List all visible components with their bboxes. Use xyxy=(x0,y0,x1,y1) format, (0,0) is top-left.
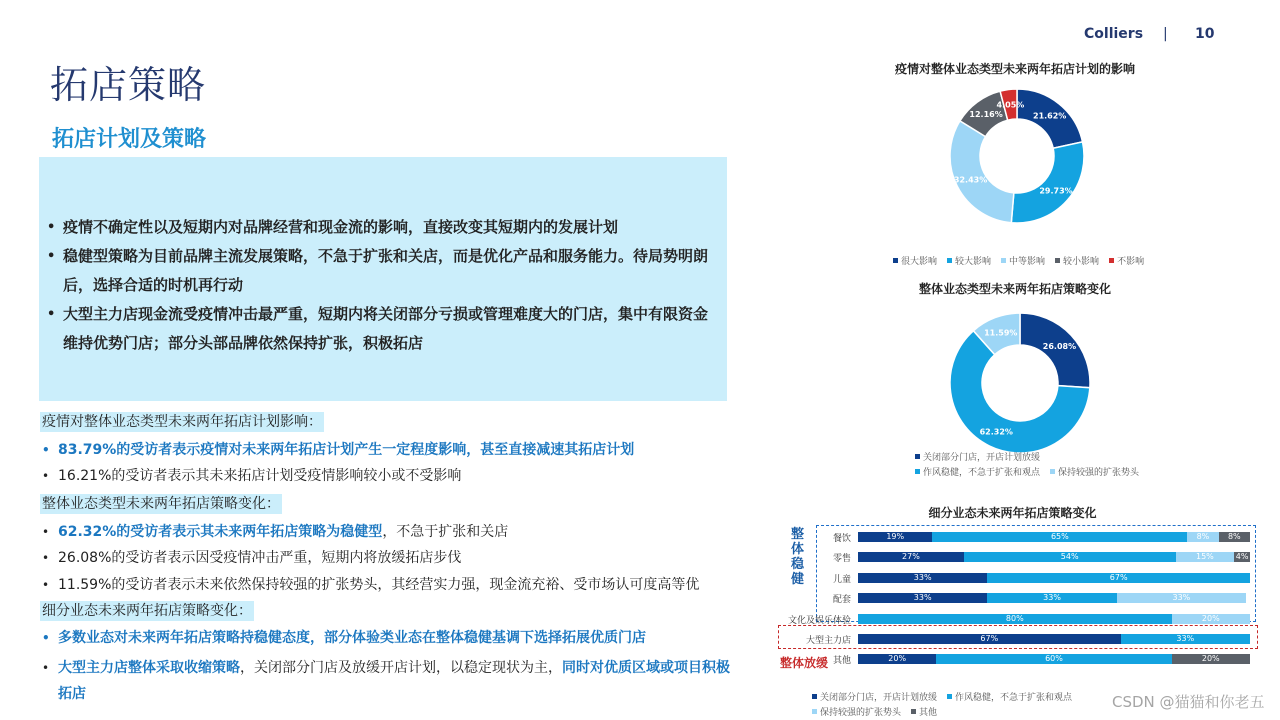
bar-row xyxy=(858,552,1250,562)
legend-item xyxy=(947,254,991,267)
donut-label: 12.16% xyxy=(969,110,1003,120)
legend-label: 其他 xyxy=(919,708,938,718)
legend-swatch xyxy=(893,258,898,263)
legend-swatch xyxy=(1055,258,1060,263)
header-separator: | xyxy=(1163,26,1168,42)
legend-label: 作风稳健，不急于扩张和观点 xyxy=(923,468,1041,478)
donut-slice-较大影响 xyxy=(1011,142,1084,223)
bullet-text: ，不急于扩张和关店 xyxy=(382,524,509,540)
bar-category-label: 其他 xyxy=(832,656,851,666)
legend-swatch xyxy=(911,709,916,714)
detail-bullet xyxy=(40,522,730,542)
bar-category-label: 文化及娱乐体验 xyxy=(787,616,851,626)
detail-bullet xyxy=(40,655,730,707)
donut-slice-中等影响 xyxy=(950,121,1014,223)
donut-label: 11.59% xyxy=(984,328,1018,338)
legend-swatch xyxy=(812,694,817,699)
bar-segment: 4% xyxy=(1235,552,1249,561)
legend-label: 关闭部分门店，开店计划放缓 xyxy=(820,693,938,703)
legend-label: 很大影响 xyxy=(901,257,938,267)
legend-swatch xyxy=(812,709,817,714)
legend-item xyxy=(915,450,1040,463)
detail-label-plan-impact: 疫情对整体业态类型未来两年拓店计划影响： xyxy=(42,414,322,430)
legend-label: 保持较强的扩张势头 xyxy=(820,708,902,718)
legend-item xyxy=(812,705,901,718)
donut-label: 26.08% xyxy=(1042,342,1077,352)
bar-row xyxy=(858,573,1250,583)
legend-item xyxy=(812,690,937,703)
bar-category-label: 大型主力店 xyxy=(805,636,851,646)
legend-label: 较小影响 xyxy=(1063,257,1100,267)
legend-item xyxy=(1050,465,1139,478)
chart2-legend xyxy=(915,450,1175,478)
bar-segment: 65% xyxy=(932,532,1187,542)
bar-segment: 20% xyxy=(1172,654,1250,664)
bullet-highlight: 大型主力店整体采取收缩策略 xyxy=(58,660,240,676)
stable-char: 健 xyxy=(791,572,805,587)
legend-item xyxy=(1055,254,1099,267)
stable-char: 稳 xyxy=(791,557,805,572)
bar-segment: 67% xyxy=(987,573,1250,583)
summary-list xyxy=(45,213,721,358)
watermark: CSDN @猫猫和你老五 xyxy=(1112,693,1265,711)
detail-bullet: • 83.79%的受访者表示疫情对未来两年拓店计划产生一定程度影响，甚至直接减速其拓店计划 xyxy=(40,440,730,460)
legend-swatch xyxy=(1001,258,1006,263)
legend-item xyxy=(1001,254,1045,267)
legend-item xyxy=(915,465,1040,478)
detail-bullet: • 26.08%的受访者表示因受疫情冲击严重，短期内将放缓拓店步伐 xyxy=(40,548,730,568)
page-number: 10 xyxy=(1195,26,1215,42)
legend-swatch xyxy=(915,469,920,474)
bar-segment: 19% xyxy=(858,532,932,542)
bar-row xyxy=(858,614,1250,624)
bullet-highlight: 同时对优质区域或项目积极拓店 xyxy=(58,660,730,702)
legend-label: 保持较强的扩张势头 xyxy=(1058,468,1140,478)
bar-segment: 67% xyxy=(858,634,1121,644)
legend-label: 作风稳健，不急于扩张和观点 xyxy=(955,693,1073,703)
section-title: 拓店计划及策略 xyxy=(52,127,207,152)
donut-label: 62.32% xyxy=(979,427,1013,437)
chart3-title: 细分业态未来两年拓店策略变化 xyxy=(928,506,1097,520)
slowdown-label: 整体放缓 xyxy=(780,656,829,670)
legend-swatch xyxy=(947,694,952,699)
bar-segment: 33% xyxy=(858,573,987,583)
bar-category-label: 餐饮 xyxy=(832,534,851,544)
stable-char: 体 xyxy=(791,542,805,557)
bar-segment: 8% xyxy=(1187,532,1218,542)
bullet-highlight: 62.32%的受访者表示其未来两年拓店策略为稳健型 xyxy=(58,524,383,540)
detail-label-segment-change: 细分业态未来两年拓店策略变化： xyxy=(42,603,252,619)
chart2-title: 整体业态类型未来两年拓店策略变化 xyxy=(918,282,1111,296)
header-brand: Colliers xyxy=(1084,26,1144,42)
legend-item xyxy=(893,254,937,267)
bar-row xyxy=(858,634,1250,644)
bar-category-label: 零售 xyxy=(832,554,851,564)
stable-char: 整 xyxy=(791,527,805,542)
legend-item xyxy=(947,690,1072,703)
bullet-text: ，关闭部分门店及放缓开店计划，以稳定现状为主， xyxy=(240,660,562,676)
bar-row xyxy=(858,593,1250,603)
bar-segment: 20% xyxy=(1172,614,1250,624)
chart1-donut xyxy=(937,76,1097,236)
donut-label: 4.05% xyxy=(996,100,1025,110)
bar-segment: 33% xyxy=(987,593,1116,603)
bar-segment: 33% xyxy=(1121,634,1250,644)
bar-segment: 15% xyxy=(1176,552,1235,562)
page-title: 拓店策略 xyxy=(50,63,207,107)
bar-row xyxy=(858,654,1250,664)
donut-label: 32.43% xyxy=(953,175,988,185)
legend-item xyxy=(911,705,937,718)
bar-segment: 80% xyxy=(858,614,1172,624)
detail-bullet: • 11.59%的受访者表示未来依然保持较强的扩张势头，其经营实力强，现金流充裕、受市场认可度高等优 xyxy=(40,575,730,595)
legend-label: 较大影响 xyxy=(955,257,992,267)
chart2-donut xyxy=(940,303,1100,463)
bar-segment: 60% xyxy=(936,654,1171,664)
bar-category-label: 儿童 xyxy=(832,575,851,585)
chart1-title: 疫情对整体业态类型未来两年拓店计划的影响 xyxy=(894,62,1135,76)
legend-label: 中等影响 xyxy=(1009,257,1046,267)
detail-bullet: • 16.21%的受访者表示其未来拓店计划受疫情影响较小或不受影响 xyxy=(40,466,730,486)
legend-swatch xyxy=(1109,258,1114,263)
bar-segment: 54% xyxy=(964,552,1176,562)
legend-swatch xyxy=(1050,469,1055,474)
bar-segment: 33% xyxy=(1117,593,1246,603)
bar-segment: 33% xyxy=(858,593,987,603)
legend-item xyxy=(1109,254,1144,267)
legend-label: 不影响 xyxy=(1117,257,1145,267)
bar-row xyxy=(858,532,1250,542)
detail-bullet: • 多数业态对未来两年拓店策略持稳健态度，部分体验类业态在整体稳健基调下选择拓展优质门店 xyxy=(40,628,730,648)
bar-category-label: 配套 xyxy=(832,595,851,605)
chart3-legend xyxy=(812,690,1132,718)
summary-box xyxy=(39,157,727,401)
legend-label: 关闭部分门店，开店计划放缓 xyxy=(923,453,1041,463)
donut-label: 29.73% xyxy=(1039,186,1073,196)
summary-point: • 疫情不确定性以及短期内对品牌经营和现金流的影响，直接改变其短期内的发展计划 xyxy=(45,213,721,242)
chart1-legend xyxy=(893,254,1173,267)
detail-label-strategy-change: 整体业态类型未来两年拓店策略变化： xyxy=(42,496,280,512)
bar-segment: 8% xyxy=(1219,532,1250,542)
legend-swatch xyxy=(915,454,920,459)
bar-segment: 27% xyxy=(858,552,964,562)
summary-point: • 稳健型策略为目前品牌主流发展策略，不急于扩张和关店，而是优化产品和服务能力。待局势明朗后，选择合适的时机再行动 xyxy=(45,242,721,300)
summary-point: • 大型主力店现金流受疫情冲击最严重，短期内将关闭部分亏损或管理难度大的门店，集中有限资金维持优势门店；部分头部品牌依然保持扩张，积极拓店 xyxy=(45,300,721,358)
legend-swatch xyxy=(947,258,952,263)
donut-label: 21.62% xyxy=(1033,111,1067,121)
bar-segment: 20% xyxy=(858,654,936,664)
